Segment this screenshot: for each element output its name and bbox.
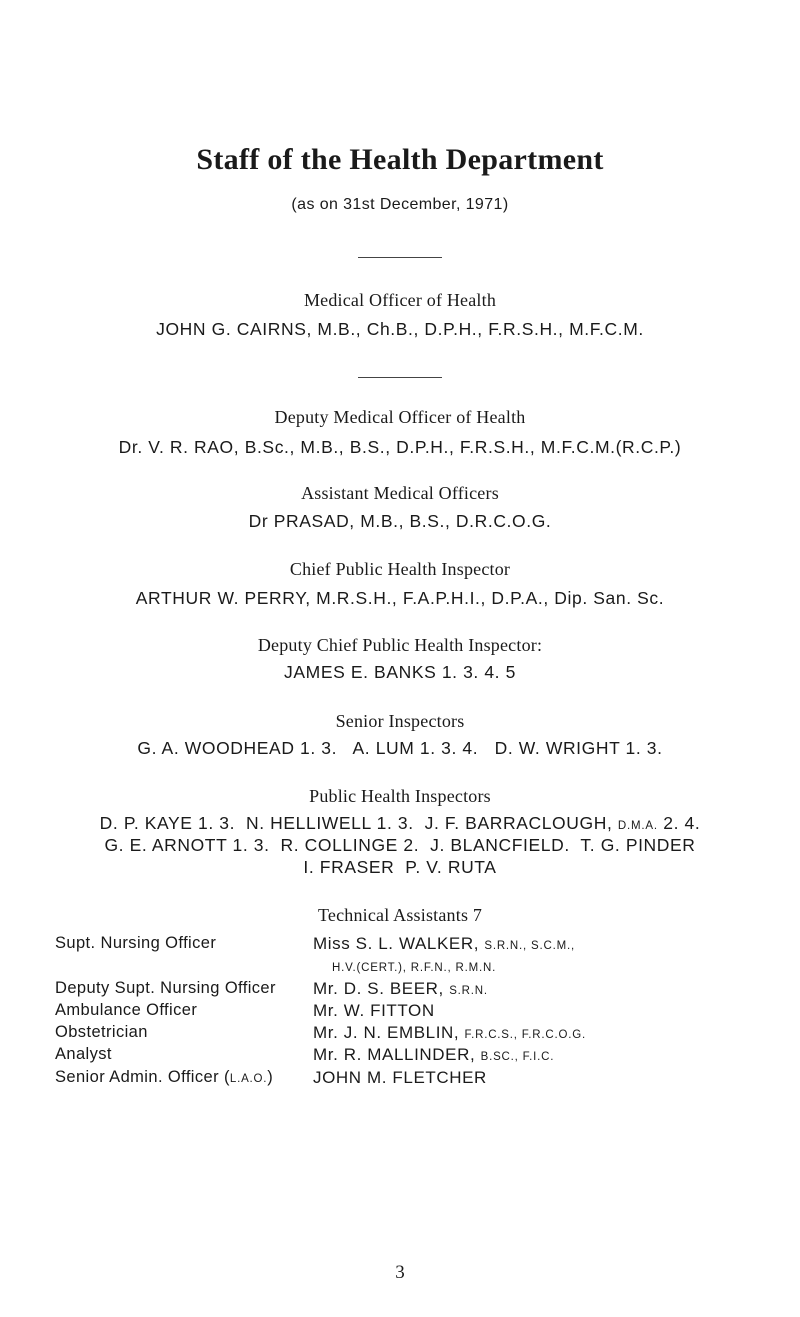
staff-qualifications: H.V.(CERT.), R.F.N., R.M.N. xyxy=(332,962,497,974)
staff-row xyxy=(0,1001,800,1025)
staff-qualifications: S.R.N., S.C.M., xyxy=(484,940,575,952)
phi-names: D. P. KAYE 1. 3. N. HELLIWELL 1. 3. J. F. BARRACLOUGH, xyxy=(99,813,618,833)
staff-row xyxy=(0,956,800,980)
phi-line-2: G. E. ARNOTT 1. 3. R. COLLINGE 2. J. BLANCFIELD. T. G. PINDER xyxy=(104,835,696,855)
divider xyxy=(358,257,442,258)
amo-name: Dr PRASAD, M.B., B.S., D.R.C.O.G. xyxy=(248,511,552,531)
staff-role: Deputy Supt. Nursing Officer xyxy=(55,979,276,997)
staff-name xyxy=(313,1001,435,1021)
staff-name-text: Mr. D. S. BEER, xyxy=(313,979,450,998)
staff-name xyxy=(332,956,496,976)
phi-codes: 2. 4. xyxy=(657,813,701,833)
dmoh-name: Dr. V. R. RAO, B.Sc., M.B., B.S., D.P.H., F.R.S.H., M.F.C.M.(R.C.P.) xyxy=(118,437,682,457)
staff-row xyxy=(0,1045,800,1069)
divider xyxy=(358,377,442,378)
senior-heading: Senior Inspectors xyxy=(335,711,465,731)
staff-row xyxy=(0,979,800,1003)
technical-heading: Technical Assistants 7 xyxy=(317,905,483,925)
staff-name xyxy=(313,1023,586,1043)
staff-name-text: Miss S. L. WALKER, xyxy=(313,934,485,953)
staff-qualifications: B.SC., F.I.C. xyxy=(480,1051,555,1063)
staff-name xyxy=(313,979,488,999)
dcphi-heading: Deputy Chief Public Health Inspector: xyxy=(257,635,543,655)
cphi-name: ARTHUR W. PERRY, M.R.S.H., F.A.P.H.I., D.P.A., Dip. San. Sc. xyxy=(135,588,665,608)
staff-qualifications: F.R.C.S., F.R.C.O.G. xyxy=(464,1029,586,1041)
staff-role: Ambulance Officer xyxy=(55,1001,198,1019)
staff-role: Supt. Nursing Officer xyxy=(55,934,217,952)
staff-name-text: Mr. W. FITTON xyxy=(313,1001,435,1020)
staff-name xyxy=(313,1068,487,1088)
staff-name-text: JOHN M. FLETCHER xyxy=(313,1068,487,1087)
moh-name: JOHN G. CAIRNS, M.B., Ch.B., D.P.H., F.R.S.H., M.F.C.M. xyxy=(156,319,644,339)
staff-role: Analyst xyxy=(55,1045,112,1063)
amo-heading: Assistant Medical Officers xyxy=(301,483,499,503)
staff-qualifications: S.R.N. xyxy=(449,985,488,997)
staff-role-abbrev: L.A.O. xyxy=(229,1073,268,1085)
cphi-heading: Chief Public Health Inspector xyxy=(289,559,511,579)
staff-row xyxy=(0,1068,800,1092)
staff-name-text: Mr. R. MALLINDER, xyxy=(313,1045,481,1064)
page-number: 3 xyxy=(395,1262,405,1283)
staff-role-text: Senior Admin. Officer ( xyxy=(55,1068,230,1086)
staff-role: Obstetrician xyxy=(55,1023,148,1041)
dcphi-name: JAMES E. BANKS 1. 3. 4. 5 xyxy=(284,662,516,682)
phi-heading: Public Health Inspectors xyxy=(309,786,491,806)
moh-heading: Medical Officer of Health xyxy=(303,290,497,310)
senior-names: G. A. WOODHEAD 1. 3. A. LUM 1. 3. 4. D. W. WRIGHT 1. 3. xyxy=(137,738,663,758)
dmoh-heading: Deputy Medical Officer of Health xyxy=(274,407,526,427)
phi-line-1 xyxy=(0,813,800,834)
staff-row xyxy=(0,1023,800,1047)
staff-name-text: Mr. J. N. EMBLIN, xyxy=(313,1023,465,1042)
staff-name xyxy=(313,934,575,954)
staff-name xyxy=(313,1045,554,1065)
staff-role-close: ) xyxy=(267,1068,274,1086)
staff-role xyxy=(55,1068,273,1087)
page-title: Staff of the Health Department xyxy=(196,143,604,176)
phi-qualification: D.M.A. xyxy=(617,820,658,832)
staff-row xyxy=(0,934,800,958)
phi-line-3: I. FRASER P. V. RUTA xyxy=(303,857,497,877)
page-subtitle: (as on 31st December, 1971) xyxy=(291,196,509,213)
